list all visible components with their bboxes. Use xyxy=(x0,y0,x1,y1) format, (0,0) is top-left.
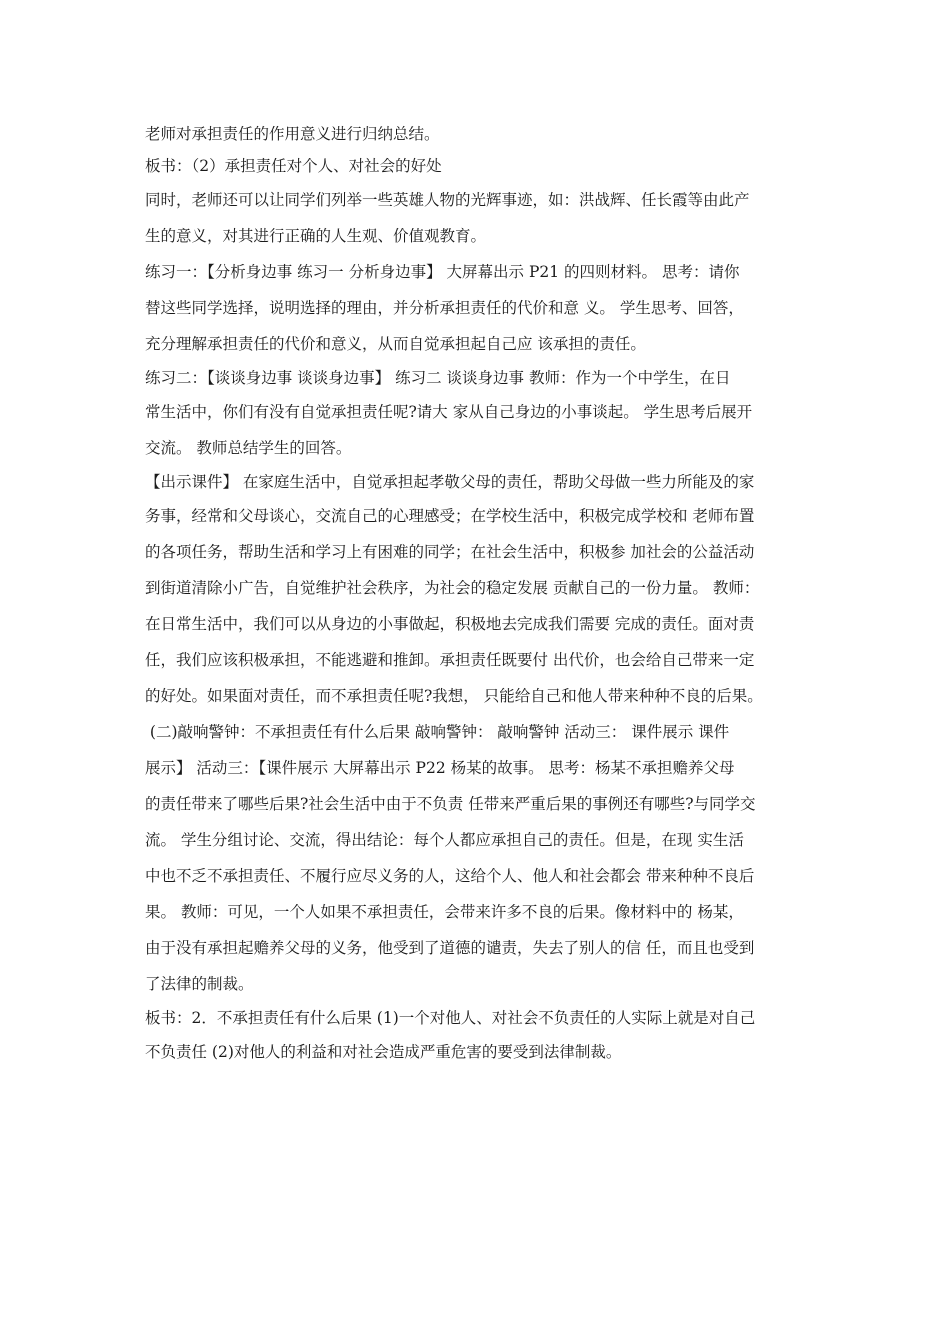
text-line: 常生活中，你们有没有自觉承担责任呢?请大 家从自己身边的小事谈起。 学生思考后展开 xyxy=(145,403,753,421)
text-line: 练习二：【谈谈身边事 谈谈身边事】 练习二 谈谈身边事 教师：作为一个中学生，在日 xyxy=(145,369,731,387)
text-line: 练习一：【分析身边事 练习一 分析身边事】 大屏幕出示 P21 的四则材料。 思考：请你 xyxy=(145,263,740,281)
text-line: 【出示课件】 在家庭生活中，自觉承担起孝敬父母的责任，帮助父母做一些力所能及的家 xyxy=(145,473,755,491)
text-line: 果。 教师：可见，一个人如果不承担责任，会带来许多不良的后果。像材料中的 杨某， xyxy=(145,903,744,921)
text-line: 的好处。如果面对责任，而不承担责任呢?我想， 只能给自己和他人带来种种不良的后果。 xyxy=(145,687,763,705)
text-line: 由于没有承担起赡养父母的义务，他受到了道德的谴责，失去了别人的信 任，而且也受到 xyxy=(145,939,755,957)
text-line: 务事，经常和父母谈心，交流自己的心理感受；在学校生活中，积极完成学校和 老师布置 xyxy=(145,507,755,525)
document-body xyxy=(145,118,825,1070)
text-line: 板书：2．不承担责任有什么后果 (1)一个对他人、对社会不负责任的人实际上就是对自己 xyxy=(145,1009,756,1027)
text-line: 在日常生活中，我们可以从身边的小事做起，积极地去完成我们需要 完成的责任。面对责 xyxy=(145,615,755,633)
text-line: 的各项任务，帮助生活和学习上有困难的同学；在社会生活中，积极参 加社会的公益活动 xyxy=(145,543,755,561)
text-line: 替这些同学选择，说明选择的理由，并分析承担责任的代价和意 义。 学生思考、回答， xyxy=(145,299,744,317)
text-line: (二)敲响警钟：不承担责任有什么后果 敲响警钟： 敲响警钟 活动三： 课件展示 课件 xyxy=(145,723,730,741)
text-line: 板书：（2）承担责任对个人、对社会的好处 xyxy=(145,157,442,175)
text-line: 充分理解承担责任的代价和意义，从而自觉承担起自己应 该承担的责任。 xyxy=(145,335,646,353)
text-line: 到街道清除小广告，自觉维护社会秩序，为社会的稳定发展 贡献自己的一份力量。 教师： xyxy=(145,579,760,597)
text-line: 生的意义，对其进行正确的人生观、价值观教育。 xyxy=(145,227,487,245)
text-line: 老师对承担责任的作用意义进行归纳总结。 xyxy=(145,125,440,143)
text-line: 流。 学生分组讨论、交流，得出结论：每个人都应承担自己的责任。但是，在现 实生活 xyxy=(145,831,744,849)
text-line: 不负责任 (2)对他人的利益和对社会造成严重危害的要受到法律制裁。 xyxy=(145,1043,622,1061)
text-line: 的责任带来了哪些后果?社会生活中由于不负责 任带来严重后果的事例还有哪些?与同学交 xyxy=(145,795,756,813)
text-line: 交流。 教师总结学生的回答。 xyxy=(145,439,352,457)
text-line: 中也不乏不承担责任、不履行应尽义务的人，这给个人、他人和社会都会 带来种种不良后 xyxy=(145,867,755,885)
text-line: 了法律的制裁。 xyxy=(145,975,254,993)
text-line: 同时，老师还可以让同学们列举一些英雄人物的光辉事迹，如：洪战辉、任长霞等由此产 xyxy=(145,191,750,209)
text-line: 展示】 活动三：【课件展示 大屏幕出示 P22 杨某的故事。 思考：杨某不承担赡养父母 xyxy=(145,759,735,777)
text-line: 任，我们应该积极承担，不能逃避和推卸。承担责任既要付 出代价，也会给自己带来一定 xyxy=(145,651,755,669)
